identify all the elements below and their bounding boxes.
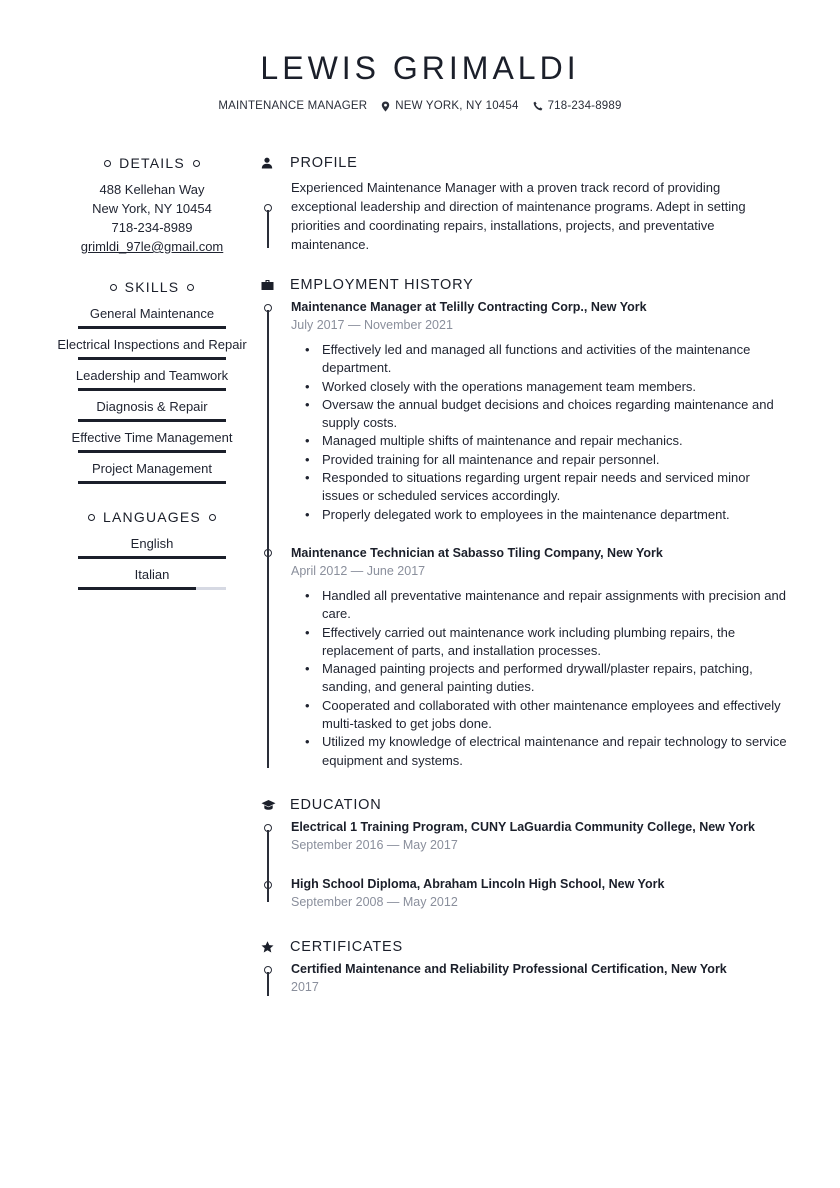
circle-bullet-icon [209,514,216,521]
profile-heading: PROFILE [290,155,358,171]
list-item: • Cooperated and collaborated with other maintenance employees and effectively multi-tasked to get jobs done. [305,697,788,734]
degree-title: High School Diploma, Abraham Lincoln High School, New York [291,876,665,891]
main-content [258,152,788,997]
circle-bullet-icon [110,284,117,291]
star-icon [261,941,274,953]
skill-item: Electrical Inspections and Repair [78,329,226,360]
timeline-line [267,972,269,996]
phone-icon [533,101,543,111]
education-entry [291,818,788,855]
education-dates: September 2008 — May 2012 [291,894,458,909]
circle-bullet-icon [104,160,111,167]
skill-item: Leadership and Teamwork [78,360,226,391]
resume-header [0,48,840,112]
person-icon [261,157,273,169]
details-heading: DETAILS [58,152,246,174]
sidebar [58,152,246,590]
skill-level-bar [78,357,226,360]
timeline-line [267,830,269,902]
list-item: • Effectively carried out maintenance work including plumbing repairs, the replacement of parts, and installation processes. [305,624,788,661]
list-item: • Effectively led and managed all functions and activities of the maintenance department. [305,341,788,378]
list-item: • Managed painting projects and performed drywall/plaster repairs, patching, sanding, and general painting duties. [305,660,788,697]
education-section [258,794,788,912]
skill-item: General Maintenance [78,298,226,329]
list-item: • Oversaw the annual budget decisions and choices regarding maintenance and supply costs. [305,396,788,433]
timeline-line [267,210,269,248]
job-dates: July 2017 — November 2021 [291,318,453,332]
language-level-bar [78,556,226,559]
language-level-bar [78,587,226,590]
skill-level-bar [78,388,226,391]
circle-bullet-icon [187,284,194,291]
briefcase-icon [261,279,274,291]
skill-level-bar [78,481,226,484]
skill-level-bar [78,450,226,453]
job-title: Maintenance Technician at Sabasso Tiling Company, New York [291,545,663,560]
degree-title: Electrical 1 Training Program, CUNY LaGuardia Community College, New York [291,819,756,834]
job-bullets [291,587,788,770]
certificates-heading: CERTIFICATES [290,938,403,955]
employment-section [258,274,788,770]
job-title: Maintenance Manager at Telilly Contracting Corp., New York [291,300,647,314]
profile-section [258,152,788,254]
skill-level-bar [78,326,226,329]
full-name: LEWIS GRIMALDI [260,50,580,86]
graduation-cap-icon [261,799,276,811]
address-line: 488 Kellehan Way [99,182,205,197]
education-heading: EDUCATION [290,796,382,813]
job-entry [291,544,788,770]
details-block [58,180,246,256]
profile-summary: Experienced Maintenance Manager with a proven track record of providing exceptional leadership and direction of maintenance programs. Adept in setting priorities and coordinating repairs, installations, projects, and preventative maintenance. [291,180,746,252]
list-item: • Properly delegated work to employees in the maintenance department. [305,506,788,524]
job-bullets [291,341,788,524]
skills-heading: SKILLS [58,276,246,298]
header-subline [0,100,840,112]
list-item: • Handled all preventative maintenance and repair assignments with precision and care. [305,587,788,624]
skills-list [58,298,246,484]
certificate-entry [291,960,788,997]
timeline-line [267,310,269,768]
phone-line: 718-234-8989 [111,220,193,235]
city-line: New York, NY 10454 [92,201,212,216]
language-item: Italian [78,559,226,590]
location-info: NEW YORK, NY 10454 [381,100,518,112]
employment-heading: EMPLOYMENT HISTORY [290,277,474,293]
languages-heading: LANGUAGES [58,506,246,528]
education-entry [291,875,788,912]
list-item: • Provided training for all maintenance and repair personnel. [305,451,788,469]
list-item: • Worked closely with the operations management team members. [305,378,788,396]
skill-item: Effective Time Management [78,422,226,453]
languages-list [58,528,246,590]
circle-bullet-icon [88,514,95,521]
job-dates: April 2012 — June 2017 [291,563,426,578]
list-item: • Responded to situations regarding urgent repair needs and serviced minor issues or scheduled services accordingly. [305,469,788,506]
education-dates: September 2016 — May 2017 [291,837,458,852]
circle-bullet-icon [193,160,200,167]
list-item: • Managed multiple shifts of maintenance and repair mechanics. [305,432,788,450]
skill-level-bar [78,419,226,422]
job-title: MAINTENANCE MANAGER [218,100,368,112]
certificate-date: 2017 [291,979,319,994]
skill-item: Diagnosis & Repair [78,391,226,422]
map-pin-icon [381,101,390,112]
email-link[interactable]: grimldi_97le@gmail.com [80,239,224,254]
phone-info: 718-234-8989 [533,100,622,112]
language-item: English [78,528,226,559]
certificate-title: Certified Maintenance and Reliability Professional Certification, New York [291,961,727,976]
list-item: • Utilized my knowledge of electrical maintenance and repair technology to service equipment and systems. [305,733,788,770]
skill-item: Project Management [78,453,226,484]
certificates-section [258,936,788,997]
job-entry [291,298,788,524]
